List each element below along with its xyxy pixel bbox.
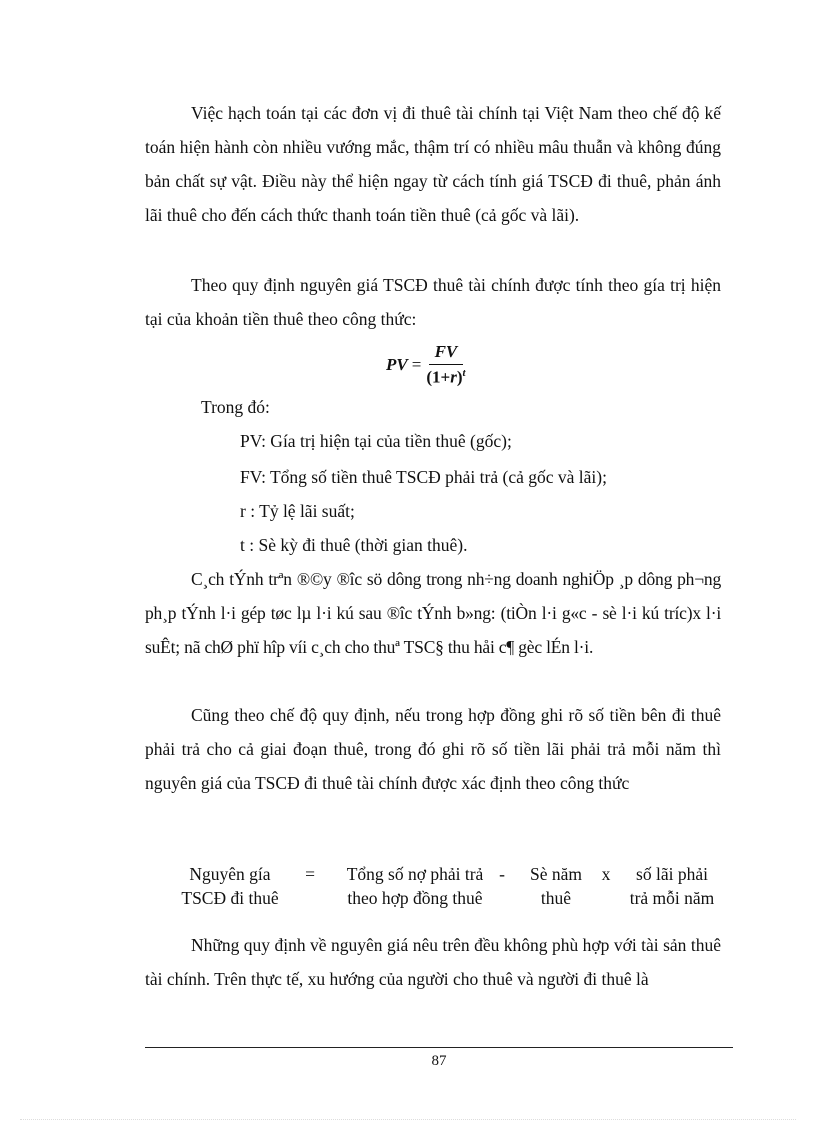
cost-col3-line2: thuê	[540, 888, 572, 908]
cost-col1-line2: TSCĐ đi thuê	[181, 888, 279, 908]
paragraph-cost-regulation: Theo quy định nguyên giá TSCĐ thuê tài chính được tính theo gía trị hiện tại của khoản tiền thuê theo công thức:	[145, 275, 721, 329]
present-value-formula	[386, 342, 466, 388]
cost-col1-line1: Nguyên gía	[189, 864, 271, 884]
definition-pv: PV: Gía trị hiện tại của tiền thuê (gốc);	[240, 431, 512, 451]
formula-exponent: t	[462, 367, 466, 379]
paragraph-conclusion: Những quy định về nguyên giá nêu trên đều không phù hợp với tài sản thuê tài chính. Trên thực tế, xu hướng của người cho thuê và người đi thuê là	[145, 935, 721, 989]
cost-col2-line2: theo hợp đồng thuê	[347, 888, 483, 908]
definition-fv: FV: Tổng số tiền thuê TSCĐ phải trả (cả gốc và lãi);	[240, 467, 607, 487]
formula-lhs: PV	[386, 354, 408, 374]
paragraph-accounting-issues: Việc hạch toán tại các đơn vị đi thuê tài chính tại Việt Nam theo chế độ kế toán hiện hành còn nhiều vướng mắc, thậm trí có nhiều mâu thuẫn và không đúng bản chất sự vật. Điều này thể hiện ngay từ cách tính giá TSCĐ đi thuê, phản ánh lãi thuê cho đến cách thức thanh toán tiền thuê (cả gốc và lãi).	[145, 103, 721, 225]
formula-numerator: FV	[429, 342, 464, 365]
paragraph-contract-regulation: Cũng theo chế độ quy định, nếu trong hợp đồng ghi rõ số tiền bên đi thuê phải trả cho cả giai đoạn thuê, trong đó ghi rõ số tiền lãi phải trả mỗi năm thì nguyên giá của TSCĐ đi thuê tài chính được xác định theo công thức	[145, 705, 721, 793]
cost-col4-line2: trả mỗi năm	[629, 888, 715, 908]
cost-col4-line1: số lãi phải	[636, 864, 708, 884]
definition-t: t : Sè kỳ đi thuê (thời gian thuê).	[240, 535, 468, 555]
cost-op-equals: =	[305, 864, 315, 884]
paragraph-garbled-encoding: C¸ch tÝnh trªn ®©y ®îc sö dông trong nh÷ng doanh nghiÖp ¸p dông ph¬ng ph¸p tÝnh l·i gép tøc lµ l·i kú sau ®îc tÝnh b»ng: (tiÒn l·i g«c - sè l·i kú tríc)x l·i suÊt; nã chØ phï hîp víi c¸ch cho thuª TSC§ thu håi c¶ gèc lÉn l·i.	[145, 569, 721, 657]
formula-equals: =	[411, 354, 422, 374]
cost-op-multiply: x	[601, 864, 611, 884]
cost-op-minus: -	[499, 864, 505, 884]
cost-col3-line1: Sè năm	[529, 864, 582, 884]
footer-divider	[145, 1047, 733, 1048]
where-label: Trong đó:	[201, 397, 270, 417]
definition-r: r : Tỷ lệ lãi suất;	[240, 501, 355, 521]
formula-denominator: $(1+r)^t$	[426, 367, 466, 387]
page-edge-dotted	[20, 1119, 796, 1120]
page-number: 87	[431, 1053, 447, 1069]
cost-col2-line1: Tổng số nợ phải trả	[346, 864, 484, 884]
formula-fraction	[426, 342, 465, 388]
